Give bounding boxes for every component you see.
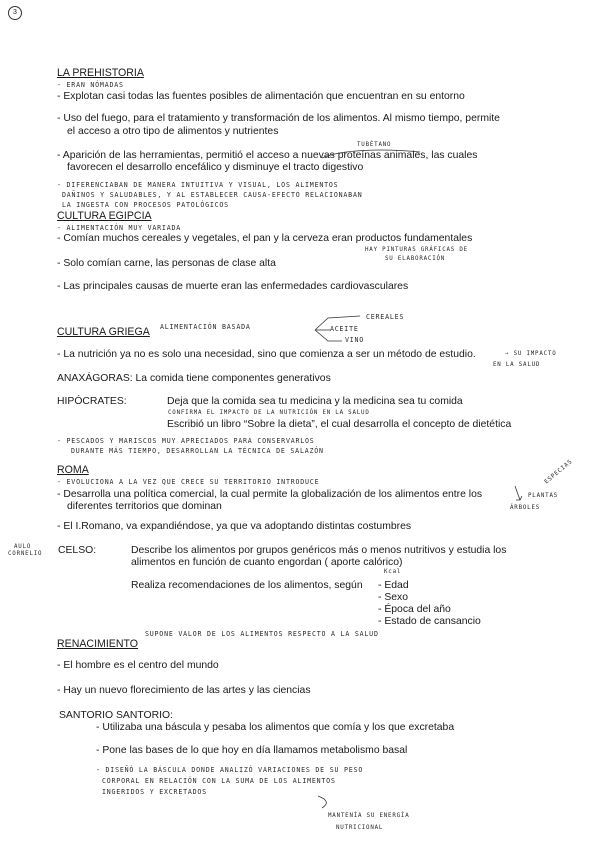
hipocrates-book: Escribió un libro “Sobre la dieta”, el cual desarrolla el concepto de dietética xyxy=(167,419,512,430)
handwritten-note: SUPONE VALOR DE LOS ALIMENTOS RESPECTO A LA SALUD xyxy=(145,630,379,638)
handwritten-note: DURANTE MÁS TIEMPO, DESARROLLAN LA TÉCNICA DE SALAZÓN xyxy=(71,447,324,455)
celso-label: CELSO: xyxy=(58,545,97,556)
handwritten-note: LA INGESTA CON PROCESOS PATOLÓGICOS xyxy=(62,201,229,209)
hipocrates-label: HIPÓCRATES: xyxy=(57,396,127,407)
handwritten-note: → SU IMPACTO xyxy=(505,351,557,357)
handwritten-note: NUTRICIONAL xyxy=(336,825,384,831)
handwritten-note: HAY PINTURAS GRÁFICAS DE xyxy=(365,247,468,253)
criteria-item: - Edad xyxy=(378,580,409,591)
handwritten-note: CORPORAL EN RELACIÓN CON LA SUMA DE LOS ALIMENTOS xyxy=(102,777,336,785)
handwritten-note: - PESCADOS Y MARISCOS MUY APRECIADOS PARA CONSERVARLOS xyxy=(57,437,315,445)
handwritten-note: ESPECIAS xyxy=(543,458,574,486)
handwritten-note: EN LA SALUD xyxy=(493,362,541,368)
section-title-roma: ROMA xyxy=(57,464,89,476)
handwritten-note: Kcal xyxy=(384,569,402,575)
bullet-text: favorecen el desarrollo encefálico y disminuye el tracto digestivo xyxy=(67,162,364,173)
section-title-griega: CULTURA GRIEGA xyxy=(57,326,150,338)
handwritten-note: MANTENÍA SU ENERGÍA xyxy=(328,813,410,819)
handwritten-note: DAÑINOS Y SALUDABLES, Y AL ESTABLECER CAUSA-EFECTO RELACIONABAN xyxy=(62,191,363,199)
bullet-text: - Desarrolla una política comercial, la cual permite la globalización de los alimentos entre los xyxy=(57,489,483,500)
handwritten-note: VINO xyxy=(345,336,365,344)
bullet-text: diferentes territorios que dominan xyxy=(67,501,222,512)
handwritten-note: ALIMENTACIÓN BASADA xyxy=(160,323,251,331)
page-number: 3 xyxy=(8,6,22,20)
handwritten-note: SU ELABORACIÓN xyxy=(385,256,446,262)
handwritten-note: CEREALES xyxy=(366,313,405,321)
handwritten-note: - ERAN NÓMADAS xyxy=(57,81,124,89)
hipocrates-quote: Deja que la comida sea tu medicina y la medicina sea tu comida xyxy=(167,396,463,407)
bullet-text: - Comían muchos cereales y vegetales, el pan y la cerveza eran productos fundamentales xyxy=(57,233,473,244)
handwritten-note: CORNELIO xyxy=(8,551,43,557)
handwritten-note: INGERIDOS Y EXCRETADOS xyxy=(102,788,207,796)
handwritten-note: AULO xyxy=(14,544,32,550)
santorio-item: - Pone las bases de lo que hoy en día llamamos metabolismo basal xyxy=(96,745,408,756)
handwritten-note: - ALIMENTACIÓN MUY VARIADA xyxy=(57,224,182,232)
criteria-item: - Sexo xyxy=(378,592,409,603)
bullet-text: - Aparición de las herramientas, permitió el acceso a nuevas proteínas animales, las cuales xyxy=(57,150,478,161)
handwritten-note: - DIFERENCIABAN DE MANERA INTUITIVA Y VISUAL, LOS ALIMENTOS xyxy=(57,181,339,189)
handwritten-note: - DISEÑÓ LA BÁSCULA DONDE ANALIZÓ VARIACIONES DE SU PESO xyxy=(96,766,364,774)
section-title-renacimiento: RENACIMIENTO xyxy=(57,638,139,650)
handwritten-note: - EVOLUCIONA A LA VEZ QUE CRECE SU TERRITORIO INTRODUCE xyxy=(57,478,320,486)
bullet-text: - El I.Romano, va expandiéndose, ya que va adoptando distintas costumbres xyxy=(57,521,412,532)
bullet-text: - Hay un nuevo florecimiento de las artes y las ciencias xyxy=(57,685,311,696)
bullet-text: el acceso a otro tipo de alimentos y nutrientes xyxy=(67,126,279,137)
celso-text: Describe los alimentos por grupos genéricos más o menos nutritivos y estudia los xyxy=(131,545,507,556)
bullet-text: - Uso del fuego, para el tratamiento y transformación de los alimentos. Al mismo tiempo, permite xyxy=(57,113,500,124)
bullet-text: - El hombre es el centro del mundo xyxy=(57,660,219,671)
criteria-item: - Estado de cansancio xyxy=(378,616,481,627)
handwritten-note: TUBÉTANO xyxy=(357,142,392,148)
bullet-text: - Explotan casi todas las fuentes posibles de alimentación que encuentran en su entorno xyxy=(57,91,465,102)
handwritten-note: PLANTAS xyxy=(528,493,559,499)
bullet-text: - Solo comían carne, las personas de clase alta xyxy=(57,258,276,269)
handwritten-note: CONFIRMA EL IMPACTO DE LA NUTRICIÓN EN LA SALUD xyxy=(168,410,370,416)
santorio-item: - Utilizaba una báscula y pesaba los alimentos que comía y los que excretaba xyxy=(96,722,455,733)
criteria-item: - Época del año xyxy=(378,604,451,615)
bullet-text: - Las principales causas de muerte eran las enfermedades cardiovasculares xyxy=(57,281,409,292)
celso-recommendations: Realiza recomendaciones de los alimentos, según xyxy=(131,580,363,591)
section-title-egipcia: CULTURA EGIPCIA xyxy=(57,210,152,222)
santorio-label: SANTORIO SANTORIO: xyxy=(59,710,173,721)
bullet-text: - La nutrición ya no es solo una necesidad, sino que comienza a ser un método de estudio. xyxy=(57,349,476,360)
anaxagoras-line: ANAXÁGORAS: La comida tiene componentes generativos xyxy=(57,373,331,384)
handwritten-note: ACEITE xyxy=(330,325,359,333)
section-title-prehistoria: LA PREHISTORIA xyxy=(57,67,144,79)
handwritten-note: ÁRBOLES xyxy=(510,505,541,511)
celso-text: alimentos en función de cuanto engordan ( aporte calórico) xyxy=(131,557,403,568)
